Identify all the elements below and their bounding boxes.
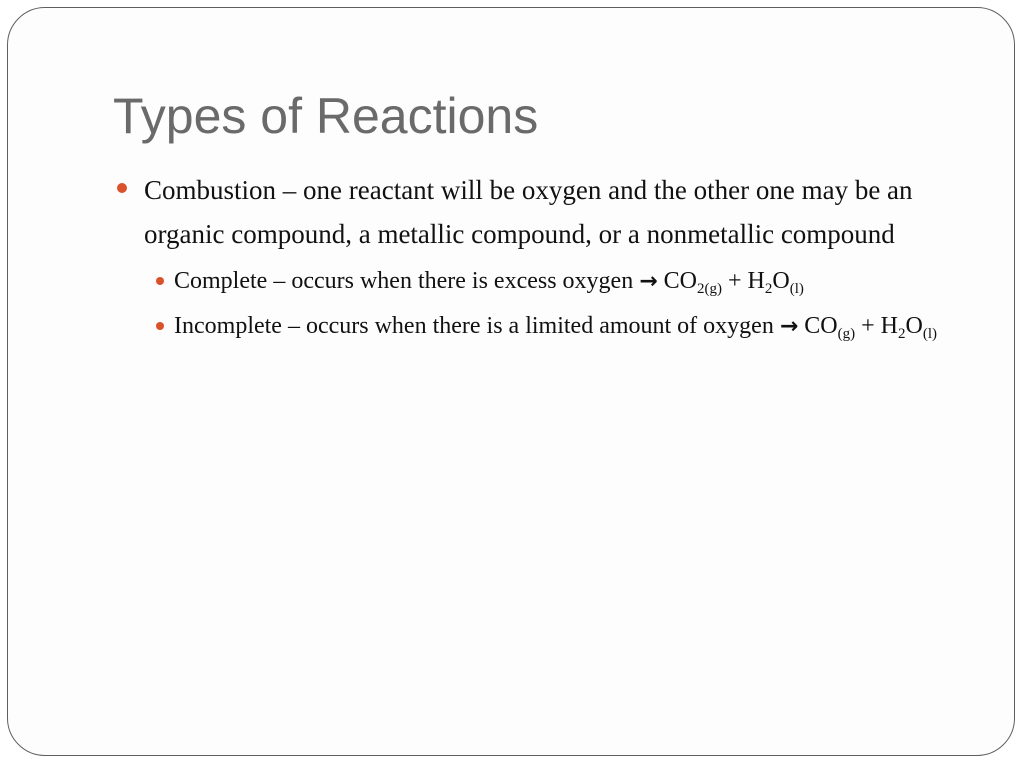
product-co: $CO_{(g)}$ [804, 313, 856, 342]
bullet-combustion [113, 168, 963, 256]
arrow-icon: → [779, 314, 799, 339]
slide-body [113, 168, 963, 343]
plus-sign: + [861, 313, 875, 339]
product-co2: $CO_{2(g)}$ [663, 268, 722, 297]
sub-bullet-incomplete [113, 310, 963, 343]
sub-bullet-complete-text: Complete – occurs when there is excess oxygen [174, 268, 634, 294]
sub-bullet-incomplete-text: Incomplete – occurs when there is a limited amount of oxygen [174, 313, 774, 339]
plus-sign: + [727, 268, 742, 294]
slide-title: Types of Reactions [113, 88, 539, 144]
bullet-dot [156, 277, 164, 285]
bullet-dot [117, 183, 127, 193]
product-h2o: $H_2O_{(l)}$ [747, 268, 804, 297]
product-h2o: $H_2O_{(l)}$ [880, 313, 938, 342]
bullet-dot [156, 322, 164, 330]
arrow-icon: → [639, 269, 658, 294]
sub-bullet-complete [113, 265, 963, 298]
bullet-combustion-text: Combustion – one reactant will be oxygen and the other one may be an organic compound, a metallic compound, or a nonmetallic compound [144, 175, 913, 249]
